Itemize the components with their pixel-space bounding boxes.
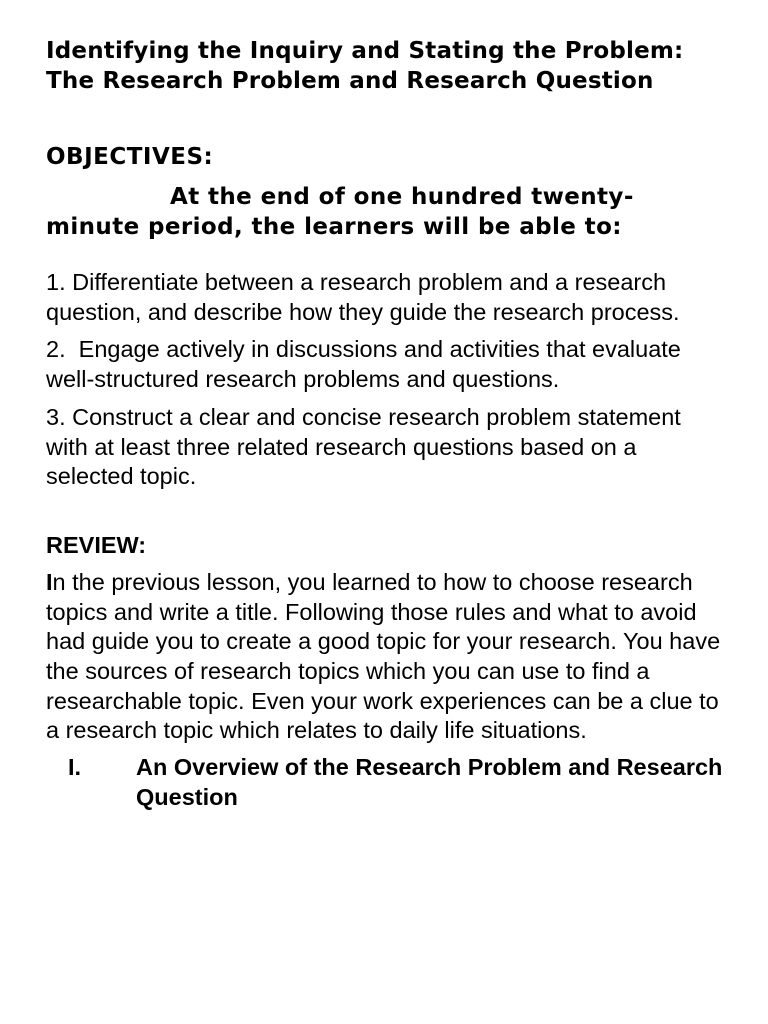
- objectives-list: [46, 268, 726, 492]
- review-heading: REVIEW:: [46, 531, 147, 558]
- review-paragraph-text: n the previous lesson, you learned to how to choose research topics and write a title. Following those rules and what to avoid had guide you to create a good topic for your research. You have the sources of research topics which you can use to find a researchable topic. Even your work experiences can be a clue to a research topic which relates to daily life situations.: [46, 568, 721, 744]
- document-content: [46, 36, 726, 812]
- objective-item-3: 3. Construct a clear and concise research problem statement with at least three related research questions based on a selected topic.: [46, 403, 681, 490]
- objectives-intro: At the end of one hundred twenty-minute period, the learners will be able to:: [46, 184, 634, 240]
- objective-item-1: 1. Differentiate between a research problem and a research question, and describe how they guide the research process.: [46, 269, 680, 325]
- section-title: An Overview of the Research Problem and Research Question: [136, 754, 723, 811]
- objectives-heading: OBJECTIVES:: [46, 144, 214, 170]
- review-paragraph: [46, 568, 726, 746]
- review-first-letter: I: [46, 568, 53, 595]
- objective-item-2: 2. Engage actively in discussions and activities that evaluate well-structured research problems and questions.: [46, 336, 681, 393]
- section-heading: [46, 752, 726, 812]
- section-number: I.: [68, 754, 82, 781]
- document-title: Identifying the Inquiry and Stating the Problem: The Research Problem and Research Question: [46, 38, 684, 94]
